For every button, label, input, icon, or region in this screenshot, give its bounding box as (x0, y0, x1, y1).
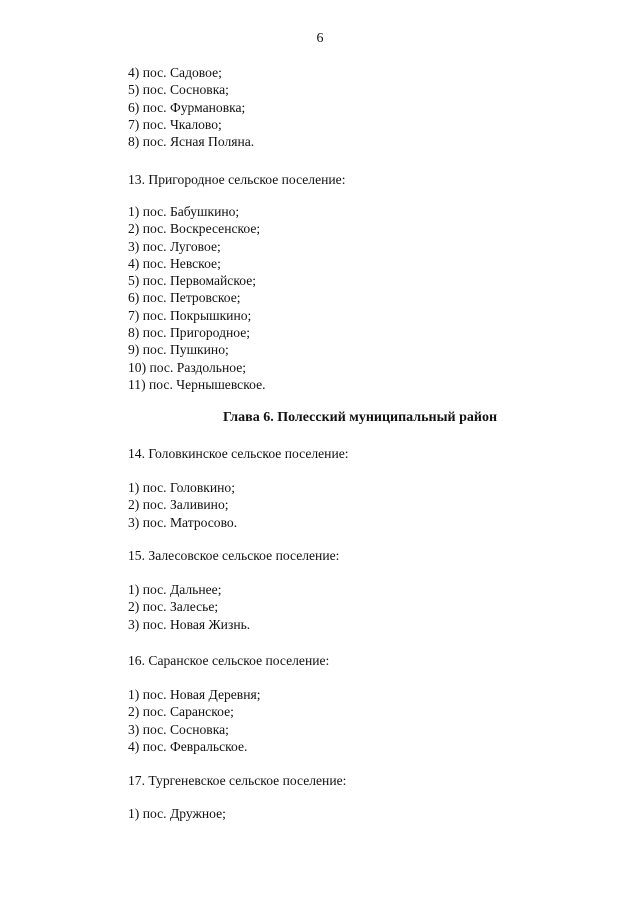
list-section-16 (128, 686, 261, 755)
list-continued (128, 64, 254, 150)
list-item: 8) пос. Пригородное; (128, 325, 251, 341)
section-heading-14: 14. Головкинское сельское поселение: (128, 446, 349, 461)
section-heading-13: 13. Пригородное сельское поселение: (128, 172, 346, 187)
list-item: 2) пос. Залесье; (128, 599, 219, 615)
section-heading-16: 16. Саранское сельское поселение: (128, 653, 330, 668)
list-item: 4) пос. Невское; (128, 255, 221, 271)
list-item: 3) пос. Сосновка; (128, 721, 229, 737)
list-item: 3) пос. Луговое; (128, 238, 221, 254)
list-item: 7) пос. Покрышкино; (128, 307, 252, 323)
list-item: 1) пос. Дружное; (128, 806, 226, 821)
section-heading-15: 15. Залесовское сельское поселение: (128, 548, 340, 563)
list-section-14 (128, 479, 237, 531)
list-item: 1) пос. Дальнее; (128, 582, 222, 597)
list-item: 2) пос. Заливино; (128, 497, 229, 513)
page-number: 6 (316, 31, 324, 46)
list-item: 3) пос. Новая Жизнь. (128, 616, 251, 632)
list-item: 6) пос. Петровское; (128, 290, 241, 306)
section-heading-17: 17. Тургеневское сельское поселение: (128, 773, 347, 788)
list-item: 8) пос. Ясная Поляна. (128, 134, 255, 150)
list-item: 11) пос. Чернышевское. (128, 376, 266, 392)
list-item: 7) пос. Чкалово; (128, 116, 222, 132)
list-item: 5) пос. Сосновка; (128, 82, 229, 98)
list-section-17 (128, 805, 226, 822)
list-item: 3) пос. Матросово. (128, 514, 238, 530)
list-item: 4) пос. Февральское. (128, 738, 248, 754)
list-item: 1) пос. Бабушкино; (128, 204, 240, 219)
list-item: 6) пос. Фурмановка; (128, 99, 246, 115)
list-item: 10) пос. Раздольное; (128, 359, 247, 375)
list-item: 1) пос. Новая Деревня; (128, 687, 261, 702)
list-section-13 (128, 203, 266, 393)
chapter-title: Глава 6. Полесский муниципальный район (222, 410, 498, 425)
list-item: 5) пос. Первомайское; (128, 273, 257, 289)
list-item: 4) пос. Садовое; (128, 65, 222, 80)
list-section-15 (128, 581, 250, 633)
list-item: 9) пос. Пушкино; (128, 342, 229, 358)
list-item: 2) пос. Саранское; (128, 704, 234, 720)
list-item: 2) пос. Воскресенское; (128, 221, 261, 237)
list-item: 1) пос. Головкино; (128, 480, 235, 495)
